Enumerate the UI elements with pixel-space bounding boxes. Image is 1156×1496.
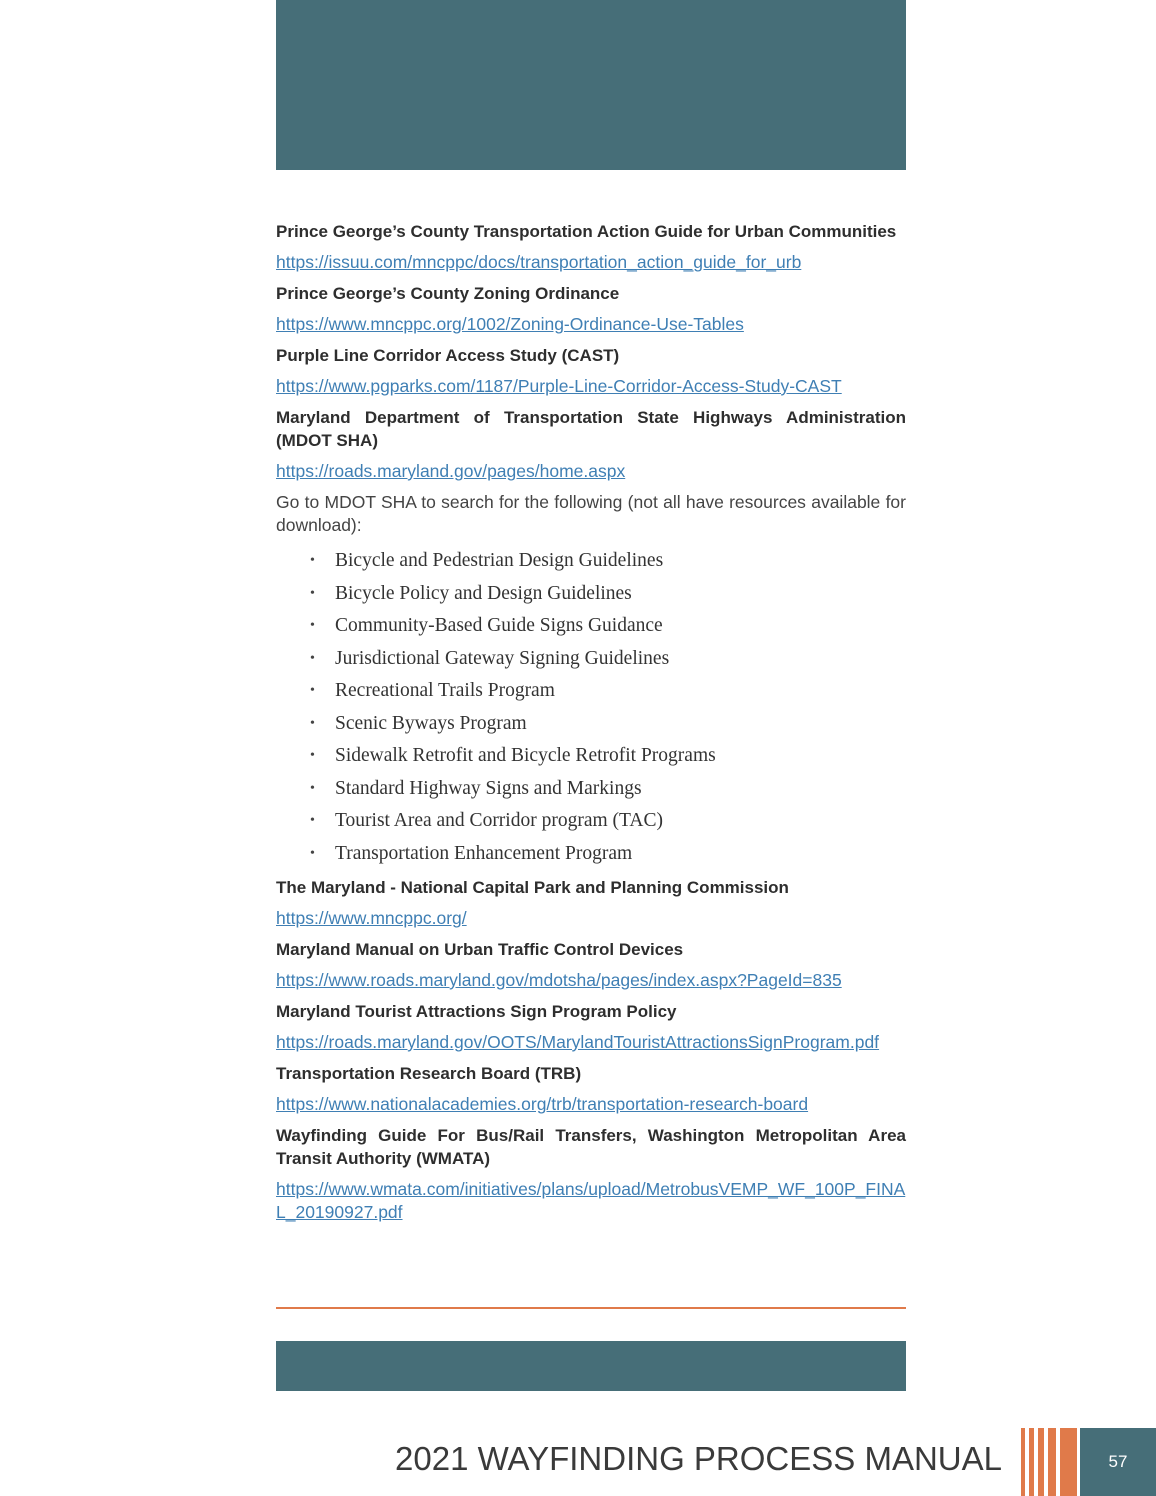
resource-link[interactable]: https://www.pgparks.com/1187/Purple-Line-Corridor-Access-Study-CAST xyxy=(276,376,842,396)
bullet-icon: • xyxy=(310,553,315,568)
resource-link[interactable]: https://www.roads.maryland.gov/mdotsha/pages/index.aspx?PageId=835 xyxy=(276,970,842,990)
bullet-icon: • xyxy=(310,715,315,731)
resource-link[interactable]: https://www.mncppc.org/ xyxy=(276,908,467,928)
resource-heading: Purple Line Corridor Access Study (CAST) xyxy=(276,346,620,365)
resource-heading: Transportation Research Board (TRB) xyxy=(276,1064,582,1083)
divider xyxy=(276,1307,906,1309)
bullet-icon: • xyxy=(310,650,315,666)
mdot-resource-bullets xyxy=(276,545,906,870)
resource-link[interactable]: https://roads.maryland.gov/OOTS/MarylandTouristAttractionsSignProgram.pdf xyxy=(276,1032,880,1052)
resource-entry xyxy=(276,1000,906,1054)
resource-entry xyxy=(276,1062,906,1116)
list-item: • Scenic Byways Program xyxy=(310,708,906,741)
list-item: • Tourist Area and Corridor program (TAC) xyxy=(310,805,906,838)
resource-entry xyxy=(276,1124,906,1224)
resource-entry xyxy=(276,220,906,274)
resource-link[interactable]: https://issuu.com/mncppc/docs/transportation_action_guide_for_urb xyxy=(276,252,802,272)
resource-link[interactable]: https://www.mncppc.org/1002/Zoning-Ordinance-Use-Tables xyxy=(276,314,744,334)
resource-link[interactable]: https://www.nationalacademies.org/trb/transportation-research-board xyxy=(276,1094,809,1114)
bullet-icon: • xyxy=(310,683,315,698)
page-number: 57 xyxy=(1080,1428,1156,1496)
bullet-icon: • xyxy=(310,813,315,828)
resource-entry xyxy=(276,406,906,483)
footer-banner xyxy=(276,1341,906,1391)
bullet-icon: • xyxy=(310,845,315,861)
resource-list xyxy=(276,220,906,1232)
bullet-icon: • xyxy=(310,585,315,601)
resource-entry xyxy=(276,282,906,336)
resource-link[interactable]: https://www.wmata.com/initiatives/plans/upload/MetrobusVEMP_WF_100P_FINAL_20190927.pdf xyxy=(276,1179,906,1222)
list-item: • Standard Highway Signs and Markings xyxy=(310,773,906,806)
resource-link[interactable]: https://roads.maryland.gov/pages/home.aspx xyxy=(276,461,626,481)
resource-heading: Maryland Manual on Urban Traffic Control Devices xyxy=(276,940,684,959)
mdot-intro-text: Go to MDOT SHA to search for the following (not all have resources available for download): xyxy=(276,492,906,535)
list-item: • Transportation Enhancement Program xyxy=(310,838,906,871)
resource-heading: Prince George’s County Transportation Action Guide for Urban Communities xyxy=(276,222,897,241)
bullet-icon: • xyxy=(310,748,315,763)
list-item: • Sidewalk Retrofit and Bicycle Retrofit Programs xyxy=(310,740,906,773)
resource-heading: Maryland Tourist Attractions Sign Program Policy xyxy=(276,1002,677,1021)
resource-entry xyxy=(276,344,906,398)
list-item: • Jurisdictional Gateway Signing Guidelines xyxy=(310,643,906,676)
resource-heading: Maryland Department of Transportation State Highways Administration (MDOT SHA) xyxy=(276,408,906,450)
bullet-icon: • xyxy=(310,618,315,633)
resource-heading: Prince George’s County Zoning Ordinance xyxy=(276,284,620,303)
header-banner xyxy=(276,0,906,170)
stripes-decoration-icon xyxy=(1021,1428,1079,1496)
resource-entry xyxy=(276,876,906,930)
resource-heading: The Maryland - National Capital Park and Planning Commission xyxy=(276,878,789,897)
list-item: • Community-Based Guide Signs Guidance xyxy=(310,610,906,643)
bullet-icon: • xyxy=(310,780,315,796)
list-item: • Recreational Trails Program xyxy=(310,675,906,708)
resource-entry xyxy=(276,938,906,992)
list-item: • Bicycle Policy and Design Guidelines xyxy=(310,578,906,611)
list-item: • Bicycle and Pedestrian Design Guidelines xyxy=(310,545,906,578)
manual-title: 2021 WAYFINDING PROCESS MANUAL xyxy=(395,1440,1002,1477)
resource-heading: Wayfinding Guide For Bus/Rail Transfers, Washington Metropolitan Area Transit Authority (WMATA) xyxy=(276,1126,906,1168)
